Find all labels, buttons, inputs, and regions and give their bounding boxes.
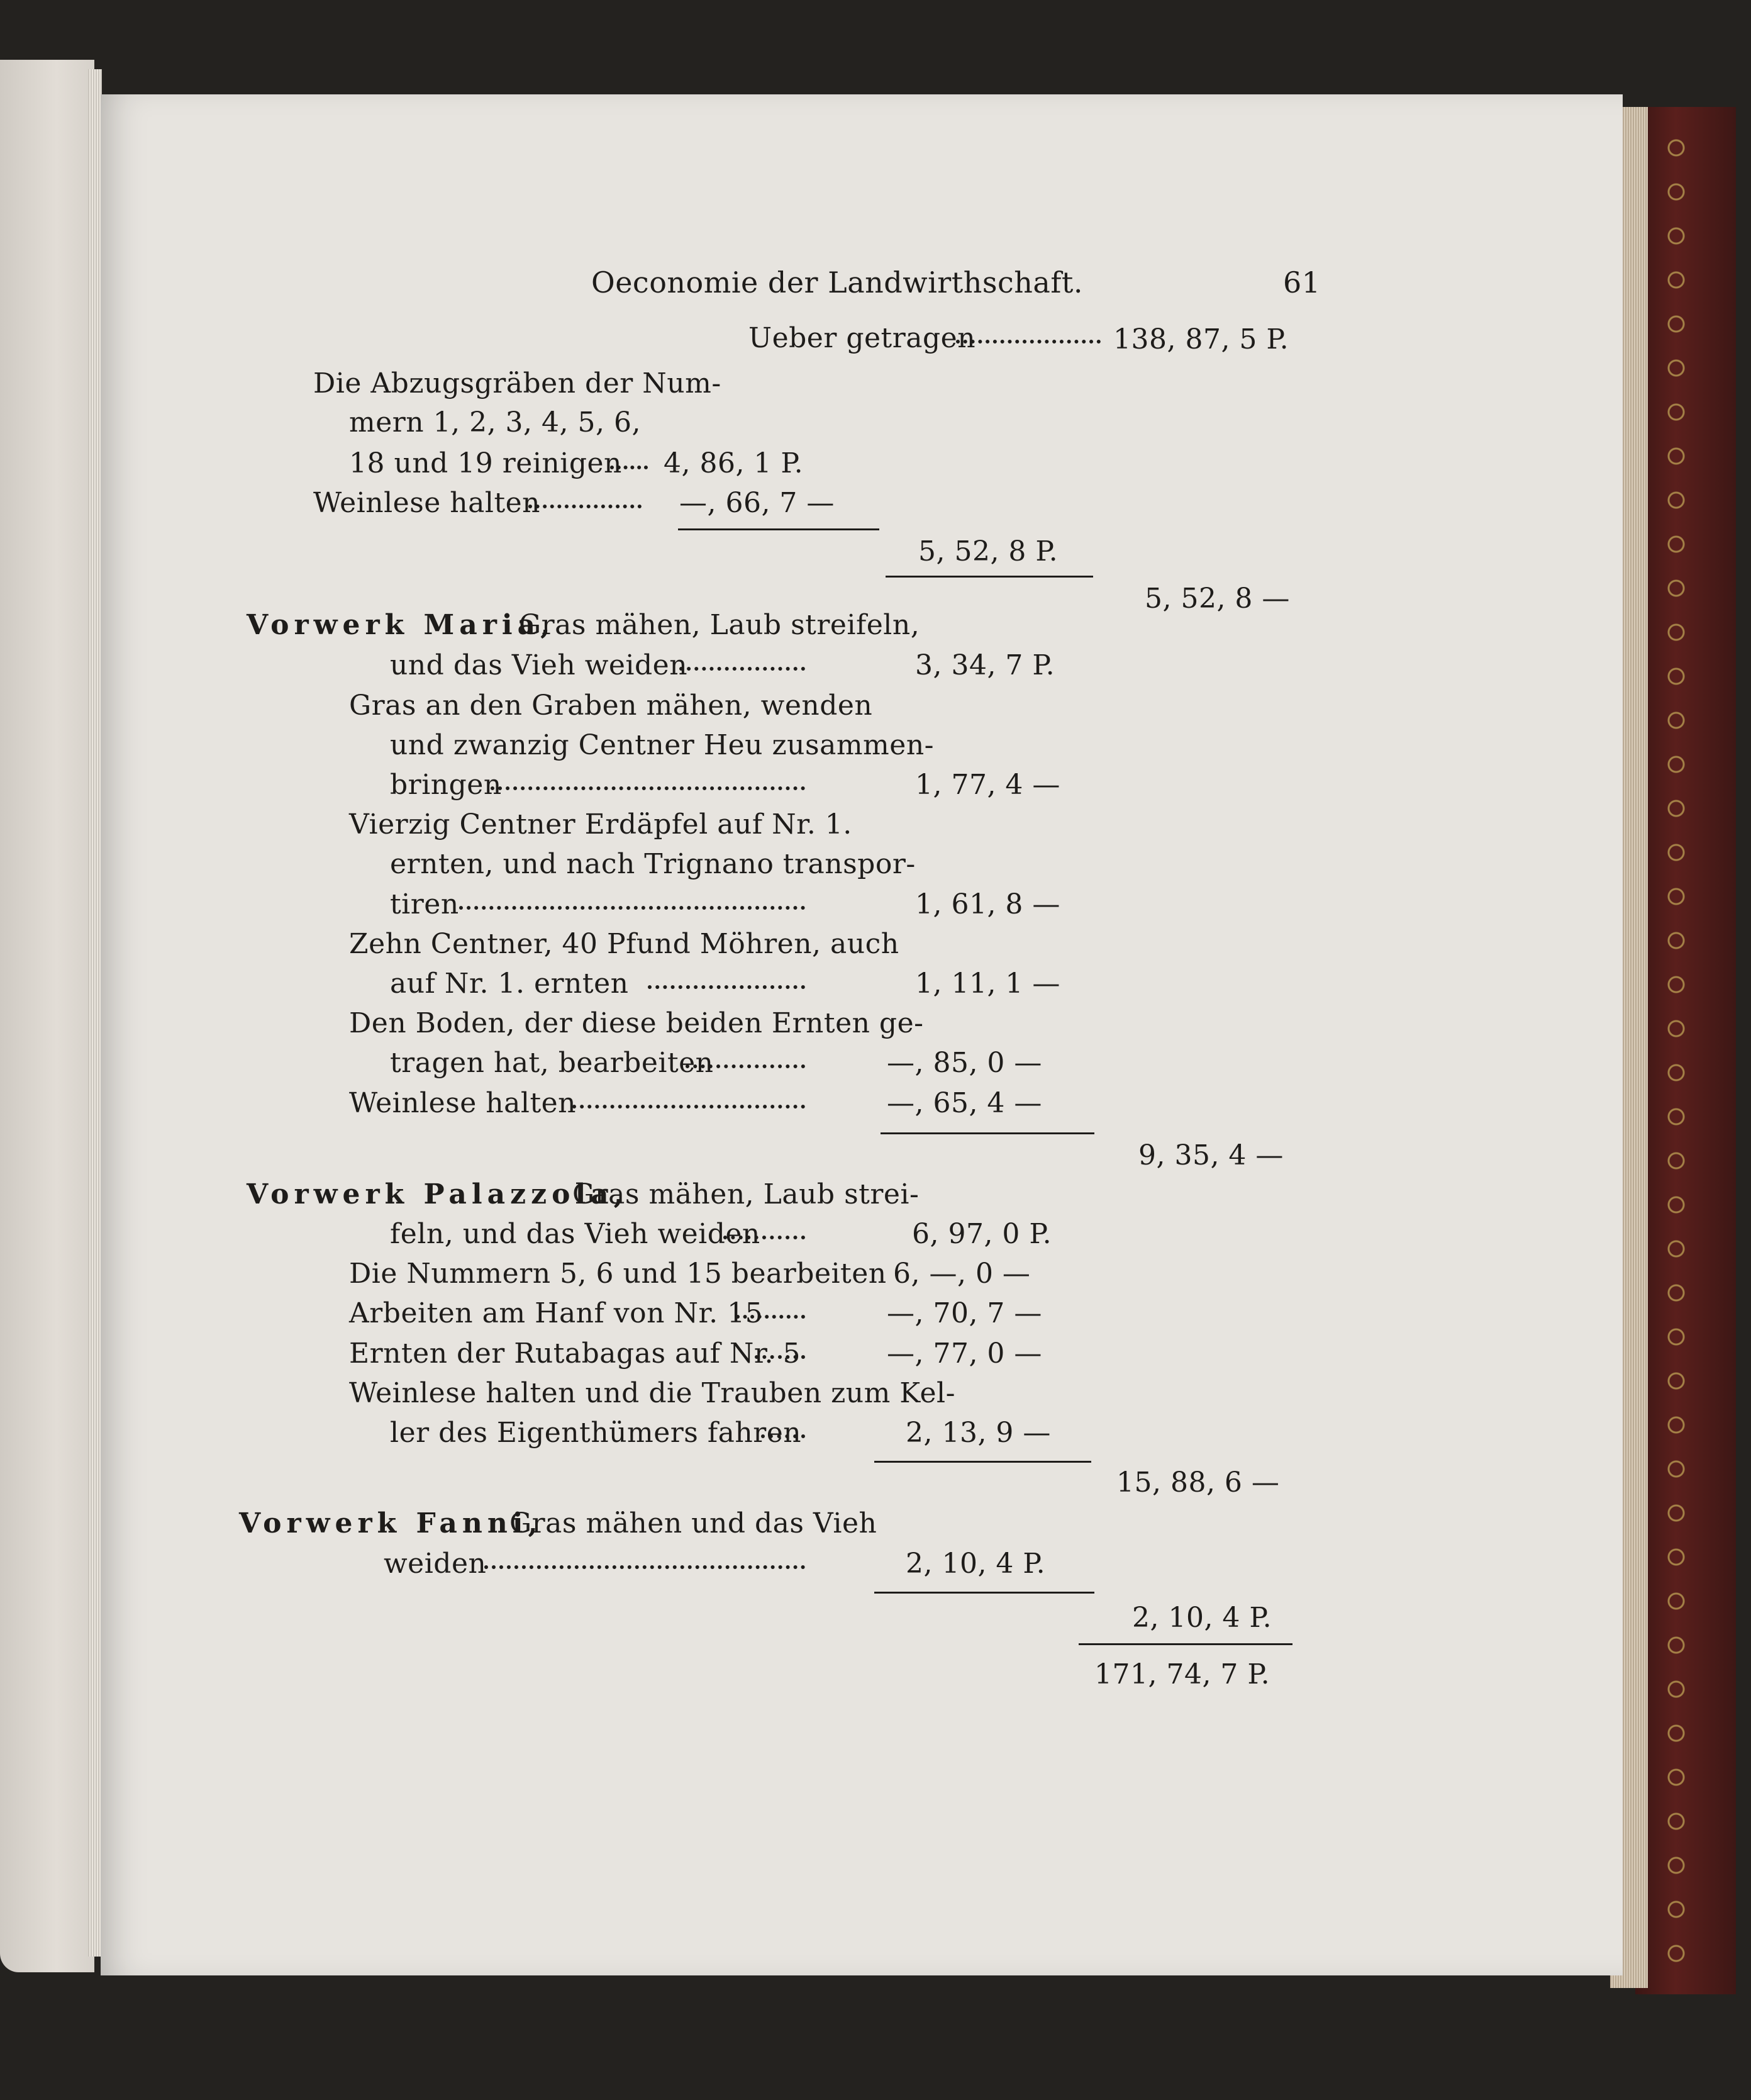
block4-line2: weiden xyxy=(384,1548,487,1580)
block2-line9: Zehn Centner, 40 Pfund Möhren, auch xyxy=(349,928,899,960)
block2-value10: 1, 11, 1 — xyxy=(915,968,1060,1000)
leader-dots xyxy=(491,786,805,790)
grand-sum-rule xyxy=(1079,1643,1292,1645)
block2-value13: —, 65, 4 — xyxy=(887,1087,1042,1119)
page-number: 61 xyxy=(1283,265,1321,299)
block3-value3: 6, —, 0 — xyxy=(893,1258,1031,1290)
block1-total: 5, 52, 8 — xyxy=(1145,583,1290,615)
block2-value5: 1, 77, 4 — xyxy=(915,769,1060,801)
leader-dots xyxy=(736,1315,805,1319)
sum-rule xyxy=(678,528,879,530)
block2-value12: —, 85, 0 — xyxy=(887,1047,1042,1079)
block3-value2: 6, 97, 0 P. xyxy=(912,1218,1052,1250)
block4-line1: Gras mähen und das Vieh xyxy=(509,1507,877,1539)
block2-line10: auf Nr. 1. ernten xyxy=(390,968,629,1000)
block2-heading: Vorwerk Maria, xyxy=(247,609,555,641)
leader-dots xyxy=(761,1434,805,1438)
block2-line5: bringen xyxy=(390,769,502,801)
block3-line2: feln, und das Vieh weiden xyxy=(390,1218,760,1250)
block2-line6: Vierzig Centner Erdäpfel auf Nr. 1. xyxy=(349,808,852,841)
leader-dots xyxy=(648,985,805,989)
block2-line11: Den Boden, der diese beiden Ernten ge- xyxy=(349,1007,924,1039)
block4-heading: Vorwerk Fanni, xyxy=(239,1507,543,1539)
block1-line4: Weinlese halten xyxy=(313,487,541,519)
leader-dots xyxy=(484,1565,805,1569)
block3-line3: Die Nummern 5, 6 und 15 bearbeiten xyxy=(349,1258,887,1290)
block2-value2: 3, 34, 7 P. xyxy=(915,649,1055,681)
book-page xyxy=(101,94,1623,1975)
leader-dots xyxy=(956,340,1101,343)
leader-dots xyxy=(459,906,805,910)
block3-line4: Arbeiten am Hanf von Nr. 15 xyxy=(349,1297,764,1329)
left-page-edge xyxy=(0,60,94,1972)
block3-line6: Weinlese halten und die Trauben zum Kel- xyxy=(349,1377,955,1409)
block4-total: 2, 10, 4 P. xyxy=(1132,1602,1272,1634)
block1-line3: 18 und 19 reinigen xyxy=(349,447,622,479)
block3-value4: —, 70, 7 — xyxy=(887,1297,1042,1329)
leader-dots xyxy=(528,505,642,508)
block3-value5: —, 77, 0 — xyxy=(887,1338,1042,1370)
binding-ornament xyxy=(1660,126,1692,1982)
block2-line2: und das Vieh weiden xyxy=(390,649,688,681)
block2-line13: Weinlese halten xyxy=(349,1087,577,1119)
running-header: Oeconomie der Landwirthschaft. xyxy=(591,265,1083,299)
block2-line8: tiren xyxy=(390,888,459,920)
block3-line1: Gras mähen, Laub strei- xyxy=(572,1178,920,1210)
block1-value4: —, 66, 7 — xyxy=(679,487,835,519)
sum-rule xyxy=(874,1461,1091,1463)
sum-rule xyxy=(874,1592,1094,1594)
sum-rule xyxy=(886,576,1093,578)
block1-line1: Die Abzugsgräben der Num- xyxy=(313,367,721,399)
leader-dots xyxy=(723,1236,805,1239)
left-page-stack xyxy=(88,69,102,1957)
block2-total: 9, 35, 4 — xyxy=(1138,1139,1284,1171)
sum-rule xyxy=(881,1132,1094,1134)
carried-total: 138, 87, 5 P. xyxy=(1113,323,1289,355)
block3-total: 15, 88, 6 — xyxy=(1116,1466,1280,1499)
block3-heading: Vorwerk Palazzola, xyxy=(247,1178,628,1210)
leader-dots xyxy=(610,466,648,469)
block3-value7: 2, 13, 9 — xyxy=(906,1417,1051,1449)
block1-subtotal: 5, 52, 8 P. xyxy=(918,535,1059,567)
grand-total: 171, 74, 7 P. xyxy=(1094,1658,1270,1690)
block2-line3: Gras an den Graben mähen, wenden xyxy=(349,690,873,722)
block2-line4: und zwanzig Centner Heu zusammen- xyxy=(390,729,935,761)
leader-dots xyxy=(755,1355,805,1359)
block1-line2: mern 1, 2, 3, 4, 5, 6, xyxy=(349,406,641,438)
block2-line7: ernten, und nach Trignano transpor- xyxy=(390,848,916,880)
block4-value2: 2, 10, 4 P. xyxy=(906,1548,1046,1580)
leader-dots xyxy=(679,667,805,671)
block2-line12: tragen hat, bearbeiten xyxy=(390,1047,714,1079)
carried-label: Ueber getragen xyxy=(748,322,976,354)
block2-line1: Gras mähen, Laub streifeln, xyxy=(519,609,920,641)
block3-line5: Ernten der Rutabagas auf Nr. 5 xyxy=(349,1338,801,1370)
leader-dots xyxy=(572,1105,805,1109)
leader-dots xyxy=(686,1064,805,1068)
block3-line7: ler des Eigenthümers fahren xyxy=(390,1417,802,1449)
block1-value3: 4, 86, 1 P. xyxy=(664,447,804,479)
block2-value8: 1, 61, 8 — xyxy=(915,888,1060,920)
